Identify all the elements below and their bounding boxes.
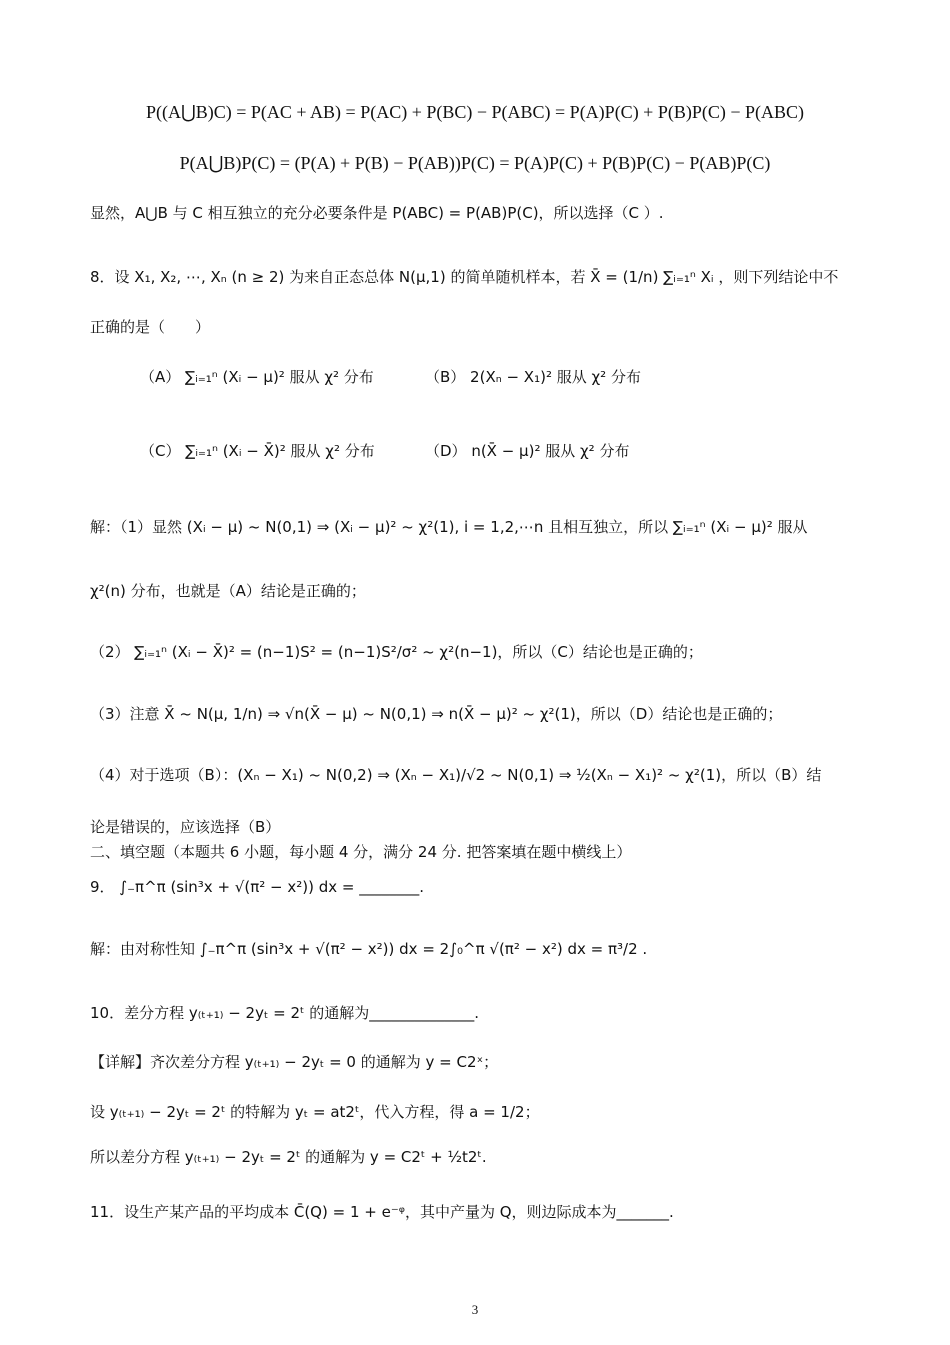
conclusion-line: 显然，A⋃B 与 C 相互独立的充分必要条件是 P(ABC) = P(AB)P(C)，所以选择（C ）. [90, 204, 664, 222]
solution-step-2: （2） ∑ᵢ₌₁ⁿ (Xᵢ − X̄)² = (n−1)S² = (n−1)S²/σ² ~ χ²(n−1)，所以（C）结论也是正确的； [90, 643, 703, 661]
question-8-stem-cont: 正确的是（ ） [90, 318, 211, 336]
page-number: 3 [471, 1302, 479, 1317]
answer-10-line-1: 【详解】齐次差分方程 y₍ₜ₊₁₎ − 2yₜ = 0 的通解为 y = C2ˣ； [90, 1053, 499, 1071]
option-b: （B） 2(Xₙ − X₁)² 服从 χ² 分布 [425, 368, 641, 386]
question-9: 9． ∫₋π^π (sin³x + √(π² − x²)) dx = ________. [90, 878, 424, 896]
answer-10-line-2: 设 y₍ₜ₊₁₎ − 2yₜ = 2ᵗ 的特解为 yₜ = at2ᵗ，代入方程，得 a = 1/2； [90, 1103, 540, 1121]
equation-line-1: P((A⋃B)C) = P(AC + AB) = P(AC) + P(BC) − P(ABC) = P(A)P(C) + P(B)P(C) − P(ABC) [145, 102, 805, 122]
solution-step-4: （4）对于选项（B）：(Xₙ − X₁) ~ N(0,2) ⇒ (Xₙ − X₁)/√2 ~ N(0,1) ⇒ ½(Xₙ − X₁)² ~ χ²(1)，所以（B）结 [90, 766, 822, 784]
option-c: （C） ∑ᵢ₌₁ⁿ (Xᵢ − X̄)² 服从 χ² 分布 [140, 442, 375, 460]
question-8-stem: 8．设 X₁, X₂, ⋯, Xₙ (n ≥ 2) 为来自正态总体 N(μ,1) 的简单随机样本，若 X̄ = (1/n) ∑ᵢ₌₁ⁿ Xᵢ ，则下列结论中不 [90, 268, 839, 286]
question-10: 10．差分方程 y₍ₜ₊₁₎ − 2yₜ = 2ᵗ 的通解为______________. [90, 1004, 480, 1022]
option-d: （D） n(X̄ − μ)² 服从 χ² 分布 [425, 442, 630, 460]
solution-step-3: （3）注意 X̄ ~ N(μ, 1/n) ⇒ √n(X̄ − μ) ~ N(0,1) ⇒ n(X̄ − μ)² ~ χ²(1)，所以（D）结论也是正确的； [90, 705, 783, 723]
equation-line-2: P(A⋃B)P(C) = (P(A) + P(B) − P(AB))P(C) = P(A)P(C) + P(B)P(C) − P(AB)P(C) [179, 153, 771, 173]
section-2-heading: 二、填空题（本题共 6 小题，每小题 4 分，满分 24 分. 把答案填在题中横线上） [90, 843, 632, 861]
answer-9: 解：由对称性知 ∫₋π^π (sin³x + √(π² − x²)) dx = 2∫₀^π √(π² − x²) dx = π³/2 . [90, 940, 648, 958]
solution-step-1-cont: χ²(n) 分布，也就是（A）结论是正确的； [90, 582, 366, 600]
solution-step-1: 解：（1）显然 (Xᵢ − μ) ~ N(0,1) ⇒ (Xᵢ − μ)² ~ χ²(1), i = 1,2,⋯n 且相互独立，所以 ∑ᵢ₌₁ⁿ (Xᵢ − μ)² 服从 [90, 518, 808, 536]
answer-10-line-3: 所以差分方程 y₍ₜ₊₁₎ − 2yₜ = 2ᵗ 的通解为 y = C2ᵗ + ½t2ᵗ. [90, 1148, 487, 1166]
solution-conclusion: 论是错误的，应该选择（B） [90, 818, 281, 836]
question-11: 11．设生产某产品的平均成本 C̄(Q) = 1 + e⁻ᵠ，其中产量为 Q，则边际成本为_______. [90, 1203, 674, 1221]
option-a: （A） ∑ᵢ₌₁ⁿ (Xᵢ − μ)² 服从 χ² 分布 [140, 368, 374, 386]
